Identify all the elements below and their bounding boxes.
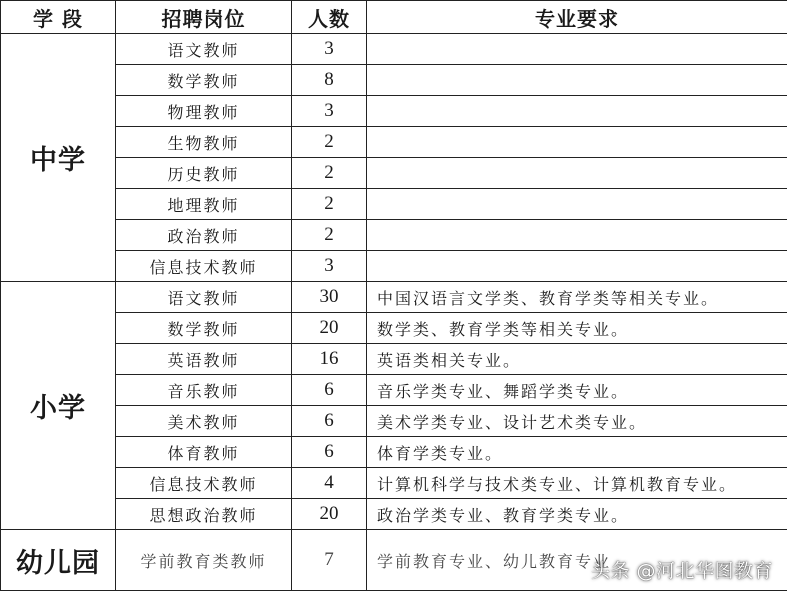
count-cell: 3 bbox=[292, 96, 367, 127]
table-row bbox=[1, 158, 787, 189]
count-cell: 20 bbox=[292, 499, 367, 530]
table-row bbox=[1, 34, 787, 65]
requirement-cell bbox=[367, 220, 787, 251]
requirement-cell bbox=[367, 34, 787, 65]
table-row bbox=[1, 437, 787, 468]
stage-cell-middle-school: 中学 bbox=[1, 34, 116, 282]
table-row bbox=[1, 65, 787, 96]
table-row bbox=[1, 313, 787, 344]
position-cell: 信息技术教师 bbox=[116, 251, 292, 282]
count-cell: 7 bbox=[292, 530, 367, 591]
count-cell: 3 bbox=[292, 251, 367, 282]
position-cell: 数学教师 bbox=[116, 313, 292, 344]
count-cell: 6 bbox=[292, 437, 367, 468]
position-cell: 美术教师 bbox=[116, 406, 292, 437]
position-cell: 历史教师 bbox=[116, 158, 292, 189]
count-cell: 6 bbox=[292, 375, 367, 406]
count-cell: 30 bbox=[292, 282, 367, 313]
requirement-cell bbox=[367, 189, 787, 220]
requirement-cell: 英语类相关专业。 bbox=[367, 344, 787, 375]
stage-cell-kindergarten: 幼儿园 bbox=[1, 530, 116, 591]
table-row bbox=[1, 375, 787, 406]
watermark: 头条 @河北华图教育 bbox=[590, 560, 773, 582]
position-cell: 政治教师 bbox=[116, 220, 292, 251]
requirement-cell: 计算机科学与技术类专业、计算机教育专业。 bbox=[367, 468, 787, 499]
table-row bbox=[1, 344, 787, 375]
count-cell: 4 bbox=[292, 468, 367, 499]
table-row bbox=[1, 189, 787, 220]
requirement-cell: 音乐学类专业、舞蹈学类专业。 bbox=[367, 375, 787, 406]
requirement-cell: 学前教育专业、幼儿教育专业 bbox=[367, 530, 787, 591]
position-cell: 生物教师 bbox=[116, 127, 292, 158]
header-requirement: 专业要求 bbox=[367, 1, 787, 34]
requirement-cell bbox=[367, 96, 787, 127]
position-cell: 英语教师 bbox=[116, 344, 292, 375]
requirement-cell: 中国汉语言文学类、教育学类等相关专业。 bbox=[367, 282, 787, 313]
table-row bbox=[1, 499, 787, 530]
table-row bbox=[1, 96, 787, 127]
table-row bbox=[1, 468, 787, 499]
position-cell: 数学教师 bbox=[116, 65, 292, 96]
position-cell: 地理教师 bbox=[116, 189, 292, 220]
requirement-cell: 体育学类专业。 bbox=[367, 437, 787, 468]
table-header-row bbox=[1, 1, 787, 34]
position-cell: 学前教育类教师 bbox=[116, 530, 292, 591]
requirement-cell bbox=[367, 127, 787, 158]
count-cell: 16 bbox=[292, 344, 367, 375]
count-cell: 2 bbox=[292, 189, 367, 220]
requirement-cell: 数学类、教育学类等相关专业。 bbox=[367, 313, 787, 344]
position-cell: 音乐教师 bbox=[116, 375, 292, 406]
table-row bbox=[1, 251, 787, 282]
requirement-cell bbox=[367, 65, 787, 96]
count-cell: 20 bbox=[292, 313, 367, 344]
count-cell: 2 bbox=[292, 158, 367, 189]
requirement-cell bbox=[367, 158, 787, 189]
position-cell: 物理教师 bbox=[116, 96, 292, 127]
position-cell: 体育教师 bbox=[116, 437, 292, 468]
header-stage: 学 段 bbox=[1, 1, 116, 34]
table-row bbox=[1, 282, 787, 313]
position-cell: 语文教师 bbox=[116, 282, 292, 313]
requirement-cell: 政治学类专业、教育学类专业。 bbox=[367, 499, 787, 530]
stage-cell-primary-school: 小学 bbox=[1, 282, 116, 530]
position-cell: 语文教师 bbox=[116, 34, 292, 65]
count-cell: 2 bbox=[292, 127, 367, 158]
count-cell: 2 bbox=[292, 220, 367, 251]
header-count: 人数 bbox=[292, 1, 367, 34]
count-cell: 3 bbox=[292, 34, 367, 65]
position-cell: 信息技术教师 bbox=[116, 468, 292, 499]
header-position: 招聘岗位 bbox=[116, 1, 292, 34]
count-cell: 8 bbox=[292, 65, 367, 96]
position-cell: 思想政治教师 bbox=[116, 499, 292, 530]
requirement-cell: 美术学类专业、设计艺术类专业。 bbox=[367, 406, 787, 437]
table-row bbox=[1, 406, 787, 437]
requirement-cell bbox=[367, 251, 787, 282]
count-cell: 6 bbox=[292, 406, 367, 437]
table-row bbox=[1, 220, 787, 251]
table-row bbox=[1, 127, 787, 158]
